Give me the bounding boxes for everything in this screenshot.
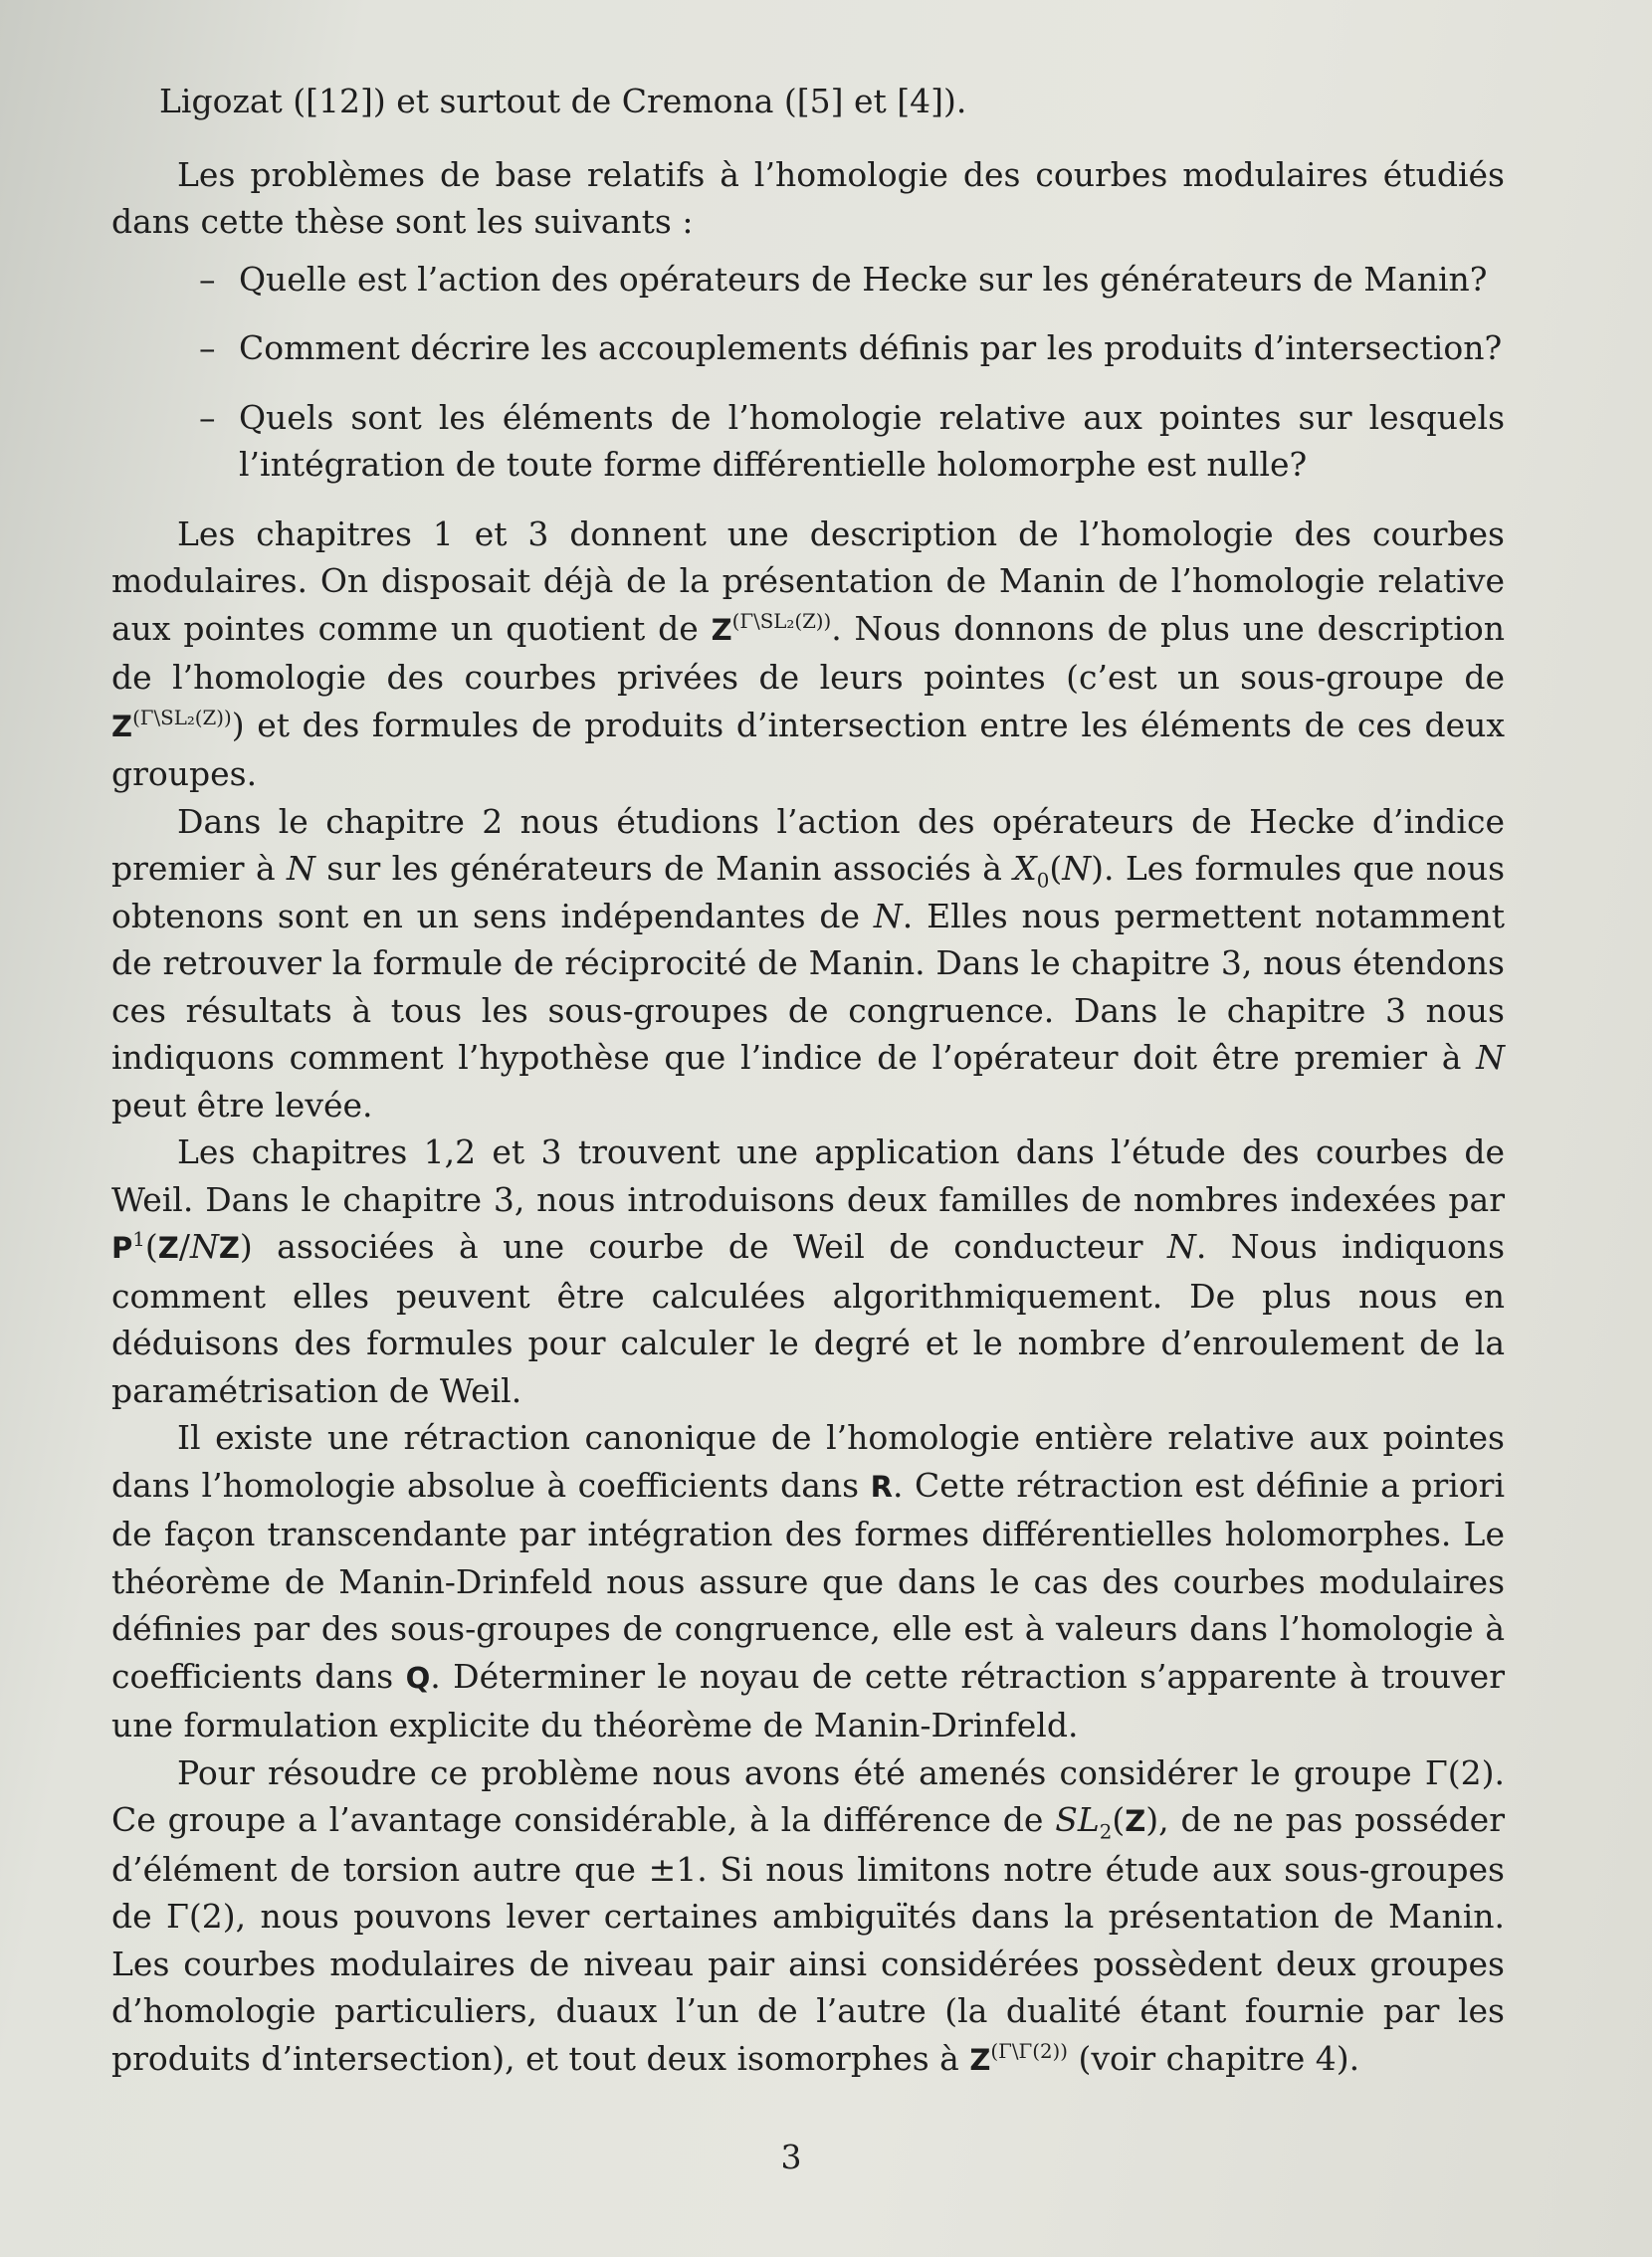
text-run: ) et des formules de produits d’intersection entre les éléments de ces deux groupes. bbox=[111, 705, 1505, 793]
list-item-text: Quelle est l’action des opérateurs de Hecke sur les générateurs de Manin? bbox=[239, 259, 1488, 299]
text-run: Les chapitres 1 et 3 donnent une description de l’homologie des courbes modulaires. On disposait déjà de la présentation de Manin de l’homologie relative aux pointes comme un quotient de bbox=[111, 513, 1505, 648]
math-N: N bbox=[1062, 849, 1092, 888]
problems-lead: Les problèmes de base relatifs à l’homologie des courbes modulaires étudiés dans cette thèse sont les suivants : bbox=[111, 154, 1505, 241]
math-integers: Z bbox=[1125, 1804, 1146, 1838]
math-gamma-two: Γ(2) bbox=[166, 1897, 236, 1936]
text-run: . Nous indiquons comment elles peuvent être calculées algorithmiquement. De plus nous en déduisons des formules pour calculer le degré et le nombre d’enroulement de la paramétrisation de Weil. bbox=[111, 1227, 1505, 1410]
list-item-text: Quels sont les éléments de l’homologie relative aux pointes sur lesquels l’intégration de toute forme différentielle holomorphe est nulle? bbox=[239, 397, 1505, 484]
text-run: , nous pouvons lever certaines ambiguïtés dans la présentation de Manin. Les courbes modulaires de niveau pair ainsi considérées possèdent deux groupes d’homologie particuliers, duaux l’un de l’autre (la dualité étant fournie par les produits d’intersection), et tout deux isomorphes à bbox=[111, 1897, 1505, 2078]
math-rationals: Q bbox=[405, 1660, 431, 1695]
math-paren: ) bbox=[1145, 1800, 1159, 1839]
dash-marker: – bbox=[199, 328, 216, 367]
math-integers: Z bbox=[711, 612, 732, 647]
text-run: . Déterminer le noyau de cette rétraction s’apparente à trouver une formulation explicite du théorème de Manin-Drinfeld. bbox=[111, 1656, 1505, 1744]
text-run: peut être levée. bbox=[111, 1085, 373, 1125]
text-run: Dans le chapitre 2 nous étudions l’action des opérateurs de Hecke d’indice premier à bbox=[111, 801, 1505, 888]
math-N: N bbox=[189, 1227, 219, 1266]
math-exponent: (Γ\Γ(2)) bbox=[990, 2039, 1068, 2063]
math-integers: Z bbox=[218, 1231, 240, 1265]
math-N: N bbox=[873, 896, 903, 935]
page-number: 3 bbox=[780, 2138, 802, 2176]
text-run: Pour résoudre ce problème nous avons été amenés considérer le groupe bbox=[177, 1752, 1425, 1792]
math-gamma-two: Γ(2) bbox=[1424, 1752, 1495, 1792]
math-paren: ( bbox=[1112, 1800, 1126, 1839]
math-integers: Z bbox=[111, 709, 133, 743]
math-paren: ) bbox=[1091, 849, 1104, 888]
math-exponent: 1 bbox=[132, 1228, 145, 1251]
text-run: . Si nous limitons notre étude aux sous-groupes de bbox=[111, 1849, 1505, 1936]
dash-marker: – bbox=[199, 397, 216, 437]
paragraph-homology bbox=[111, 511, 1505, 798]
math-projective: P bbox=[111, 1231, 133, 1265]
paragraph-gamma2 bbox=[111, 1749, 1505, 2085]
math-subscript: 2 bbox=[1099, 1820, 1113, 1844]
text-run: . Cette rétraction est définie a priori de façon transcendante par intégration des formes différentielles holomorphes. Le théorème de Manin-Drinfeld nous assure que dans le cas des courbes modulaires définies par des sous-groupes de congruence, elle est à valeurs dans l’homologie à coefficients dans bbox=[111, 1465, 1506, 1696]
list-item bbox=[199, 256, 1505, 304]
math-N: N bbox=[287, 849, 315, 888]
math-slash: / bbox=[178, 1227, 190, 1266]
list-item-text: Comment décrire les accouplements définis par les produits d’intersection? bbox=[239, 328, 1503, 367]
text-run: (voir chapitre 4). bbox=[1067, 2038, 1360, 2078]
text-run: associées à une courbe de Weil de conducteur bbox=[252, 1227, 1167, 1266]
paragraph-hecke bbox=[111, 798, 1505, 1129]
math-integers: Z bbox=[157, 1231, 179, 1265]
dash-marker: – bbox=[199, 259, 216, 299]
math-N: N bbox=[1166, 1227, 1196, 1266]
math-N: N bbox=[1476, 1038, 1505, 1077]
text-run: , de ne pas posséder d’élément de torsion autre que bbox=[111, 1800, 1505, 1889]
math-integers: Z bbox=[969, 2042, 991, 2077]
intro-line: Ligozat ([12]) et surtout de Cremona ([5] et [4]). bbox=[159, 82, 967, 120]
math-paren: ( bbox=[144, 1227, 158, 1266]
math-SL: SL bbox=[1055, 1800, 1100, 1839]
text-run: . Elles nous permettent notamment de retrouver la formule de réciprocité de Manin. Dans le chapitre 3, nous étendons ces résultats à tous les sous-groupes de congruence. Dans le chapitre 3 nous indiquons comment l’hypothèse que l’indice de l’opérateur doit être premier à bbox=[111, 896, 1505, 1077]
text-run: . Ce groupe a l’avantage considérable, à la différence de bbox=[111, 1752, 1505, 1839]
math-paren: ( bbox=[1049, 849, 1063, 888]
text-run: . Les formules que nous obtenons sont en un sens indépendantes de bbox=[111, 849, 1506, 935]
math-paren: ) bbox=[239, 1227, 253, 1266]
math-plus-minus-one: ±1 bbox=[648, 1849, 698, 1889]
paragraph-weil bbox=[111, 1128, 1505, 1414]
list-item bbox=[199, 394, 1505, 489]
list-item bbox=[199, 324, 1505, 372]
math-reals: R bbox=[870, 1469, 893, 1504]
text-run: . Nous donnons de plus une description de l’homologie des courbes privées de leurs pointes (c’est un sous-groupe de bbox=[111, 608, 1506, 697]
math-exponent: (Γ\SL₂(Z)) bbox=[731, 609, 832, 633]
paragraph-retraction bbox=[111, 1414, 1505, 1749]
math-X: X bbox=[1013, 849, 1037, 888]
math-exponent: (Γ\SL₂(Z)) bbox=[132, 706, 232, 729]
problems-list bbox=[111, 256, 1505, 489]
text-run: Il existe une rétraction canonique de l’homologie entière relative aux pointes dans l’homologie absolue à coefficients dans bbox=[111, 1418, 1505, 1505]
math-subscript: 0 bbox=[1036, 869, 1050, 893]
text-run: sur les générateurs de Manin associés à bbox=[314, 849, 1014, 888]
body-text bbox=[111, 78, 1505, 2084]
text-run: Les chapitres 1,2 et 3 trouvent une application dans l’étude des courbes de Weil. Dans le chapitre 3, nous introduisons deux familles de nombres indexées par bbox=[111, 1132, 1505, 1219]
